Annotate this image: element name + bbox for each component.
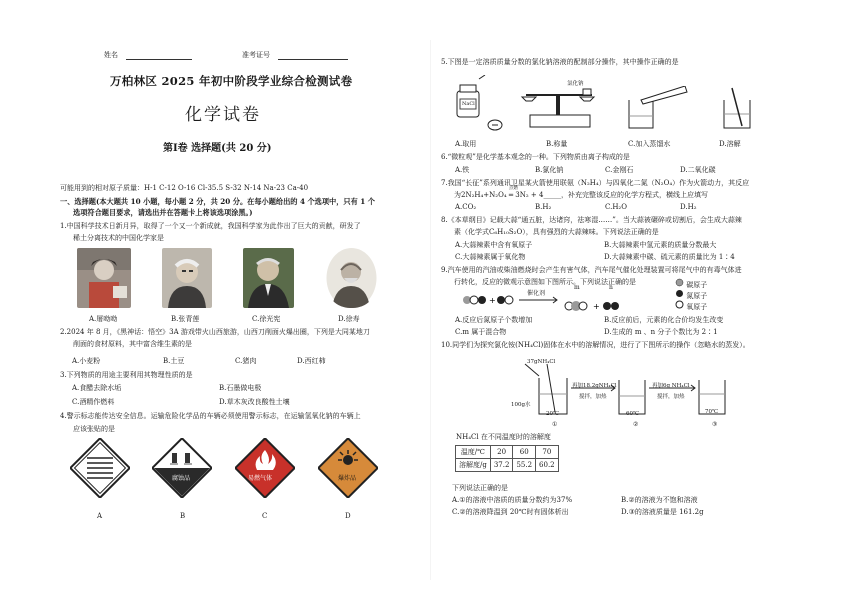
q1-option-a[interactable]: A.屠呦呦: [89, 315, 118, 323]
q9-option-b[interactable]: B.反应前后，元素的化合价均发生改变: [604, 316, 724, 324]
q7-condition: 点燃: [509, 186, 518, 191]
table-cell: 37.2: [490, 459, 513, 472]
photo-tu-youyou[interactable]: [77, 248, 131, 308]
q7-stem-2: 为2N₂H₄+N₂O₄ ═ 3N₂ + 4_____，补充完整该反应的化学方程式，横线上应填写: [454, 191, 708, 199]
table-header-cell: 70: [536, 446, 559, 459]
q8-stem-1: 8.《本草纲目》记载大蒜“通五脏，达诸窍，祛寒湿……”。当大蒜被碾碎或切割后，会生成大蒜辣: [441, 216, 742, 224]
q2-stem-2: 削面的食材原料，其中富含维生素的是: [73, 340, 192, 348]
q4-option-a[interactable]: A: [97, 512, 103, 520]
q2-option-c[interactable]: C.猪肉: [235, 357, 257, 365]
q10-label-water: 100g水: [511, 402, 531, 408]
q7-stem-1: 7.我国“长征”系列通讯卫星某火箭使用联氨（N₂H₄）与四氧化二氮（N₂O₄）作为火箭动力，其反应: [441, 179, 750, 187]
q1-stem-2: 稀土分离技术的中国化学家是: [73, 234, 164, 242]
q10-circle-2: ②: [633, 421, 639, 428]
table-row: [456, 446, 559, 459]
q10-circle-3: ③: [712, 421, 718, 428]
q1-stem-1: 1.中国科学技术日新月异，取得了一个又一个新成就，我国科学家为此作出了巨大的贡献，研发了: [60, 222, 361, 230]
q10-circle-1: ①: [552, 421, 558, 428]
q8-option-c[interactable]: C.大蒜辣素属于氧化物: [455, 253, 526, 261]
instructions-line-1: 一、选择题(本大题共 10 小题，每小题 2 分，共 20 分。在每小题给出的 4 个选项中，只有 1 个: [60, 197, 375, 206]
q10-label-add1: 再加18.2gNH₄Cl: [572, 383, 617, 389]
q7-option-c[interactable]: C.H₂O: [605, 203, 627, 211]
legend-oxygen: 氧原子: [675, 300, 707, 312]
subject-title: 化学试卷: [185, 105, 261, 125]
atomic-masses: 可能用到的相对原子质量：H-1 C-12 O-16 Cl-35.5 S-32 N-14 Na-23 Ca-40: [60, 184, 309, 192]
hazard-sign-b[interactable]: [152, 438, 212, 502]
id-label: 准考证号: [242, 51, 270, 59]
photo-xu-guangxian[interactable]: [243, 248, 294, 308]
q9-option-a[interactable]: A.反应后氮原子个数增加: [455, 316, 533, 324]
q6-stem: 6.“微粒观”是化学基本观念的一种。下列物质由离子构成的是: [441, 153, 630, 161]
table-header-cell: 60: [513, 446, 536, 459]
q2-option-a[interactable]: A.小麦粉: [72, 357, 101, 365]
photo-xu-shou[interactable]: [326, 248, 377, 308]
q3-option-d[interactable]: D.草木灰改良酸性土壤: [219, 398, 290, 406]
q10-label-heat1: 搅拌，加热: [579, 394, 607, 400]
table-cell: 60.2: [536, 459, 559, 472]
q8-option-b[interactable]: B.大蒜辣素中氢元素的质量分数最大: [604, 241, 717, 249]
q7-option-b[interactable]: B.H₂: [535, 203, 552, 211]
q6-option-b[interactable]: B.氯化钠: [535, 166, 564, 174]
q6-option-d[interactable]: D.二氧化碳: [680, 166, 716, 174]
sign-c-label: 易燃气体: [248, 475, 273, 482]
id-field[interactable]: [242, 51, 348, 60]
q10-judge: 下列说法正确的是: [452, 484, 508, 492]
q1-option-d[interactable]: D.徐寿: [338, 315, 360, 323]
q9-option-d[interactable]: D.生成的 m 、n 分子个数比为 2∶1: [604, 328, 718, 336]
nacl-bottle-label: NaCl: [462, 101, 475, 107]
q10-option-d[interactable]: D.③的溶液质量是 161.2g: [621, 508, 704, 516]
q4-option-d[interactable]: D: [345, 512, 351, 520]
q3-option-c[interactable]: C.酒精作燃料: [72, 398, 115, 406]
section-title: 第Ⅰ卷 选择题(共 20 分): [163, 143, 272, 154]
q10-option-a[interactable]: A.①的溶液中溶质的质量分数约为37%: [452, 496, 573, 504]
q4-option-b[interactable]: B: [180, 512, 186, 520]
q9-n-label: n: [609, 284, 613, 291]
q10-label-add2: 再加6g NH₄Cl: [652, 383, 690, 389]
q10-label-37g: 37gNH₄Cl: [527, 359, 556, 365]
hazard-sign-a[interactable]: [70, 438, 130, 502]
q1-option-b[interactable]: B.张青莲: [171, 315, 200, 323]
column-divider: [430, 40, 431, 580]
q10-label-heat2: 搅拌，加热: [657, 394, 685, 400]
table-row: [456, 459, 559, 472]
q7-option-d[interactable]: D.H₂: [680, 203, 697, 211]
table-header-cell: 20: [490, 446, 513, 459]
sign-d-label: 爆炸品: [338, 475, 357, 482]
q5-option-b[interactable]: B.称量: [546, 140, 568, 148]
q10-stem: 10.同学们为探究氯化铵(NH₄Cl)固体在水中的溶解情况，进行了下图所示的操作（忽略水的蒸发）。: [441, 341, 750, 349]
name-field[interactable]: [104, 51, 192, 60]
q10-table-caption: NH₄Cl 在不同温度时的溶解度: [456, 433, 551, 441]
q1-option-c[interactable]: C.徐光宪: [252, 315, 281, 323]
q6-option-a[interactable]: A.铁: [455, 166, 470, 174]
q5-nacl-label: 氯化钠: [567, 81, 584, 87]
table-header-cell: 温度/℃: [456, 446, 491, 459]
exam-title: 万柏林区 2025 年初中阶段学业综合检测试卷: [110, 74, 353, 88]
q5-figure-d[interactable]: [718, 86, 758, 136]
q3-stem: 3.下列物质的用途主要利用其物理性质的是: [60, 371, 193, 379]
table-cell: 溶解度/g: [456, 459, 491, 472]
q5-figure-c[interactable]: [621, 86, 693, 136]
photo-zhang-qinglian[interactable]: [162, 248, 212, 308]
q5-figure-a[interactable]: [455, 75, 510, 137]
q9-stem-1: 9.汽车使用的汽油或柴油燃烧时会产生有害气体，汽车尾气催化处理装置可将尾气中的有毒气体进: [441, 266, 742, 274]
sign-b-label: 腐蚀品: [172, 475, 191, 482]
q2-stem-1: 2.2024 年 8 月，《黑神话：悟空》3A 游戏带火山西旅游，山西刀削面火爆出圈，下列是大同某地刀: [60, 328, 370, 336]
q2-option-b[interactable]: B.土豆: [163, 357, 185, 365]
hazard-sign-c[interactable]: [235, 438, 295, 502]
svg-text:+: +: [593, 302, 600, 311]
table-cell: 55.2: [513, 459, 536, 472]
q8-stem-2: 素（化学式C₆H₁₀S₂O），具有强烈的大蒜辣味。下列说法正确的是: [454, 228, 659, 236]
q9-catalyst-label: 催化剂: [527, 290, 546, 297]
q10-label-20c: 20℃: [546, 411, 560, 417]
q9-stem-2: 行转化，反应的微观示意图如下图所示。下列说法正确的是: [454, 278, 636, 286]
legend-nitrogen: 氮原子: [675, 289, 707, 301]
q8-option-a[interactable]: A.大蒜辣素中含有氧原子: [455, 241, 533, 249]
q7-option-a[interactable]: A.CO₂: [455, 203, 477, 211]
svg-text:+: +: [489, 296, 496, 305]
q6-option-c[interactable]: C.金刚石: [605, 166, 634, 174]
hazard-sign-d[interactable]: [318, 438, 378, 502]
q3-option-a[interactable]: A.食醋去除水垢: [72, 384, 122, 392]
q9-option-c[interactable]: C.m 属于混合物: [455, 328, 507, 336]
q10-option-c[interactable]: C.②的溶液降温到 20℃时有固体析出: [452, 508, 569, 516]
q5-figure-b[interactable]: [520, 83, 600, 135]
q3-option-b[interactable]: B.石墨做电极: [219, 384, 262, 392]
q5-stem: 5.下图是一定溶质质量分数的氯化钠溶液的配制部分操作，其中操作正确的是: [441, 58, 679, 66]
q10-option-b[interactable]: B.②的溶液为不饱和溶液: [621, 496, 698, 504]
q4-option-c[interactable]: C: [262, 512, 268, 520]
q9-reaction-diagram: [461, 284, 661, 318]
instructions-line-2: 选项符合题目要求，请选出并在答题卡上将该选项涂黑。): [73, 208, 253, 217]
q5-option-a[interactable]: A.取用: [455, 140, 477, 148]
q9-m-label: m: [574, 284, 580, 291]
q10-experiment-diagram: [495, 358, 735, 424]
q10-label-60c: 60℃: [626, 411, 640, 417]
q5-option-d[interactable]: D.溶解: [719, 140, 741, 148]
q2-option-d[interactable]: D.西红柿: [297, 357, 326, 365]
q4-stem-1: 4.警示标志能传达安全信息。运输危险化学品的车辆必须使用警示标志，在运输氢氧化钠的车辆上: [60, 412, 361, 420]
q8-option-d[interactable]: D.大蒜辣素中碳、硫元素的质量比为 1∶4: [604, 253, 735, 261]
solubility-table: [455, 445, 559, 472]
legend-carbon: 碳原子: [675, 278, 707, 290]
q5-option-c[interactable]: C.加入蒸馏水: [628, 140, 671, 148]
q10-label-70c: 70℃: [705, 409, 719, 415]
q4-stem-2: 应该张贴的是: [73, 425, 115, 433]
name-label: 姓名: [104, 51, 118, 59]
